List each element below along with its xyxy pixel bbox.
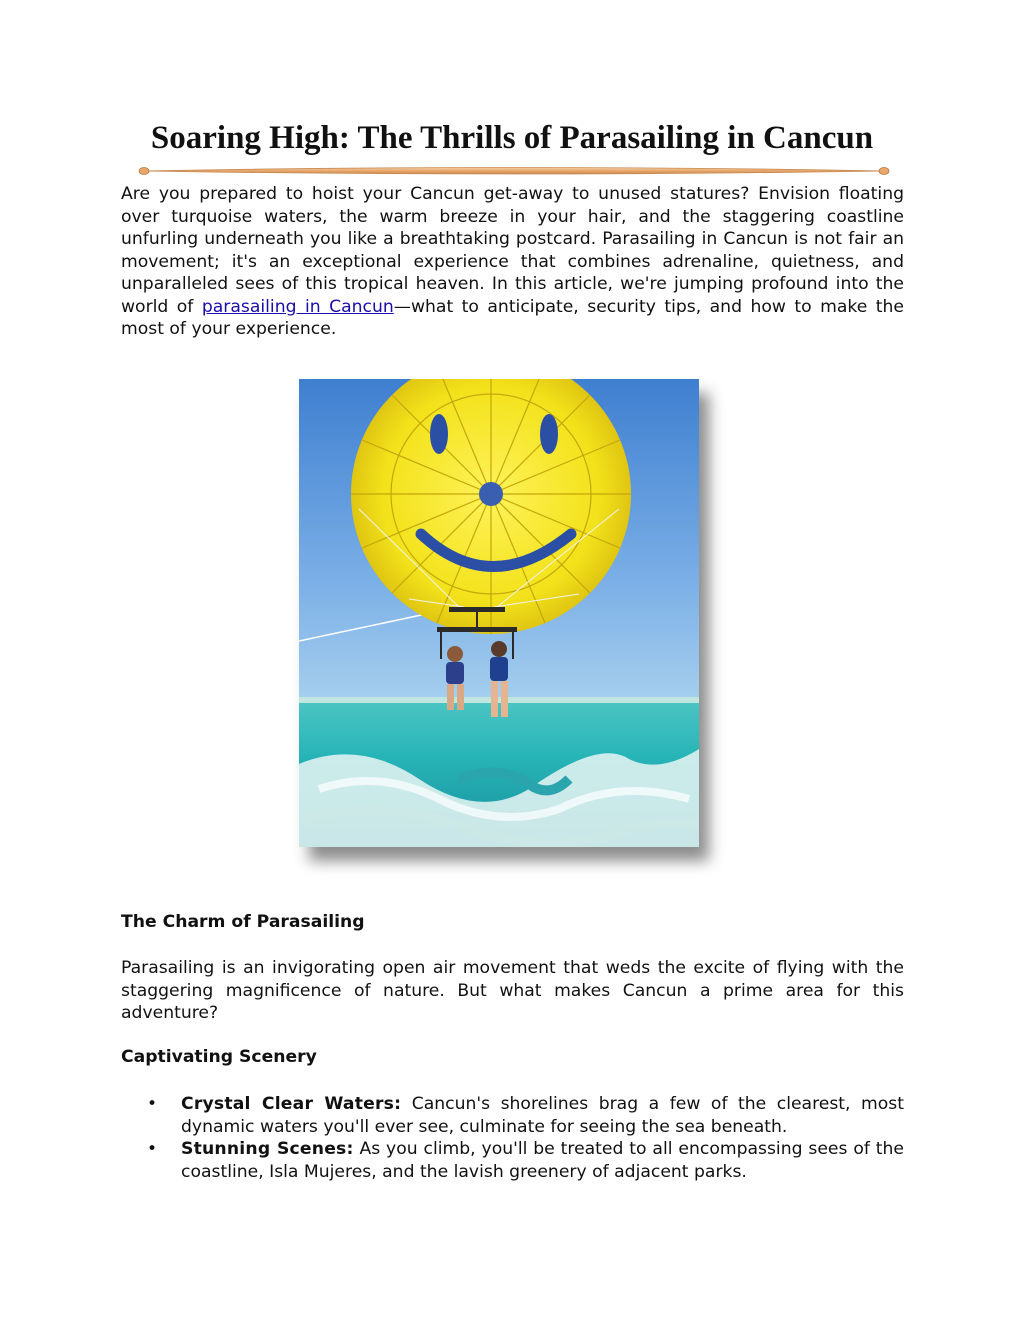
section-heading-charm: The Charm of Parasailing <box>121 912 365 932</box>
parasail-photo <box>299 379 699 847</box>
bullet-icon: • <box>147 1139 158 1159</box>
list-item-title: Stunning Scenes: <box>181 1139 354 1159</box>
list-item-text: As you climb, you'll be treated to all encompassing sees of the coastline, Isla Mujeres, and the lavish greenery of adjacent parks. <box>181 1139 904 1182</box>
title-underline <box>138 162 890 180</box>
list-item <box>121 1138 904 1183</box>
list-item-title: Crystal Clear Waters: <box>181 1094 402 1114</box>
intro-paragraph: Are you prepared to hoist your Cancun get-away to unused statures? Envision floating over turquoise waters, the warm breeze in your hair, and the staggering coastline unfurling underneath you like a breathtaking postcard. Parasailing in Cancun is not fair an movement; it's an exceptional experience that combines adrenaline, quietness, and unparalleled sees of this tropical heaven. In this article, we're jumping profound into the world of parasailing in Cancun—what to anticipate, security tips, and how to make the most of your experience. <box>121 184 904 339</box>
page-title: Soaring High: The Thrills of Parasailing in Cancun <box>150 120 874 156</box>
list-item-text: Cancun's shorelines brag a few of the clearest, most dynamic waters you'll ever see, culminate for seeing the sea beneath. <box>181 1094 904 1137</box>
bullet-icon: • <box>147 1094 158 1114</box>
parasailing-link[interactable]: parasailing in Cancun <box>201 296 394 317</box>
parasail-photo-icon <box>299 379 699 847</box>
charm-paragraph: Parasailing is an invigorating open air movement that weds the excite of flying with the staggering magnificence of nature. But what makes Cancun a prime area for this adventure? <box>121 958 904 1023</box>
scenery-list <box>121 1093 904 1183</box>
section-heading-scenery: Captivating Scenery <box>121 1047 317 1067</box>
list-item <box>121 1093 904 1138</box>
